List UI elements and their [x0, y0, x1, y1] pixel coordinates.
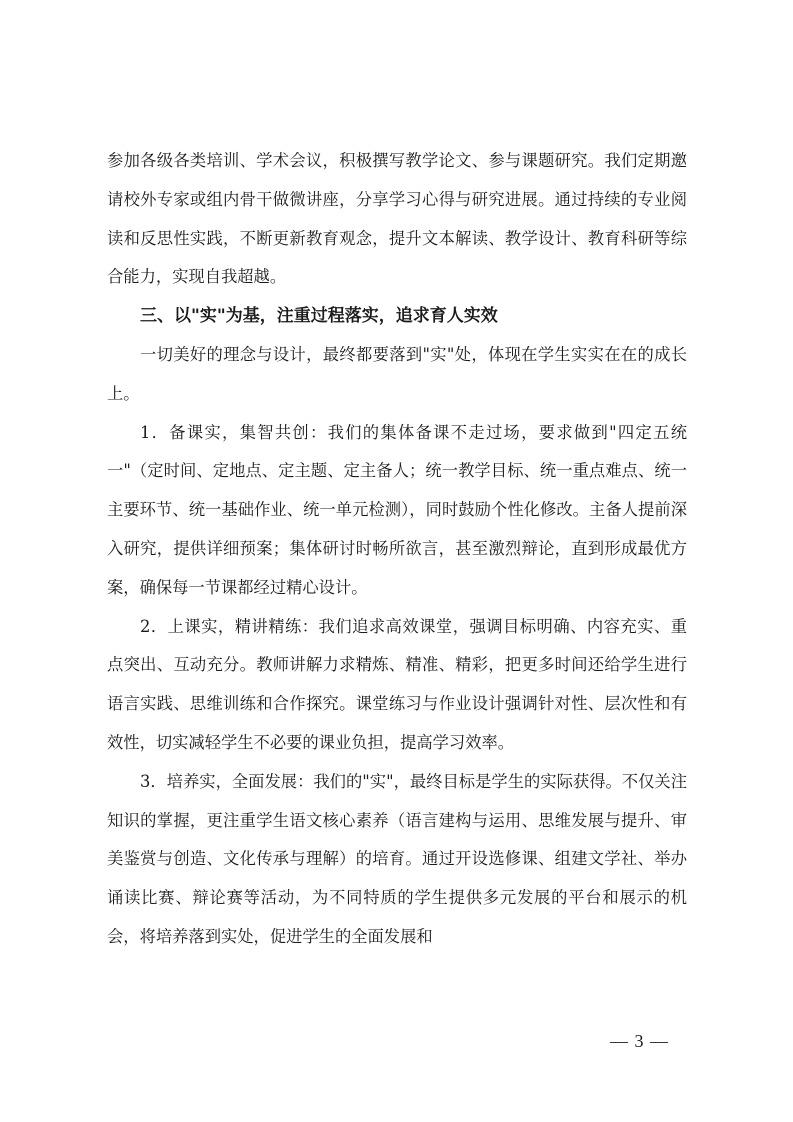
body-text [107, 142, 687, 957]
page-number: — 3 — [610, 1031, 669, 1051]
paragraph-intro: 一切美好的理念与设计，最终都要落到"实"处，体现在学生实实在在的成长上。 [107, 344, 687, 403]
paragraph-item-1: 1．备课实，集智共创：我们的集体备课不走过场，要求做到"四定五统一"（定时间、定地点、定主题、定主备人；统一教学目标、统一重点难点、统一主要环节、统一基础作业、统一单元检测），同时鼓励个性化修改。主备人提前深入研究，提供详细预案；集体研讨时畅所欲言，甚至激烈辩论，直到形成最优方案，确保每一节课都经过精心设计。 [107, 422, 687, 597]
section-heading: 三、以"实"为基，注重过程落实，追求育人实效 [140, 306, 498, 327]
paragraph-continuation: 参加各级各类培训、学术会议，积极撰写教学论文、参与课题研究。我们定期邀请校外专家或组内骨干做微讲座，分享学习心得与研究进展。通过持续的专业阅读和反思性实践，不断更新教育观念，提升文本解读、教学设计、教育科研等综合能力，实现自我超越。 [107, 151, 687, 287]
paragraph-item-2: 2．上课实，精讲精练：我们追求高效课堂，强调目标明确、内容充实、重点突出、互动充分。教师讲解力求精炼、精准、精彩，把更多时间还给学生进行语言实践、思维训练和合作探究。课堂练习与作业设计强调针对性、层次性和有效性，切实减轻学生不必要的课业负担，提高学习效率。 [107, 616, 687, 752]
paragraph-item-3: 3．培养实，全面发展：我们的"实"，最终目标是学生的实际获得。不仅关注知识的掌握，更注重学生语文核心素养（语言建构与运用、思维发展与提升、审美鉴赏与创造、文化传承与理解）的培育。通过开设选修课、组建文学社、举办诵读比赛、辩论赛等活动，为不同特质的学生提供多元发展的平台和展示的机会，将培养落到实处，促进学生的全面发展和 [107, 771, 687, 946]
